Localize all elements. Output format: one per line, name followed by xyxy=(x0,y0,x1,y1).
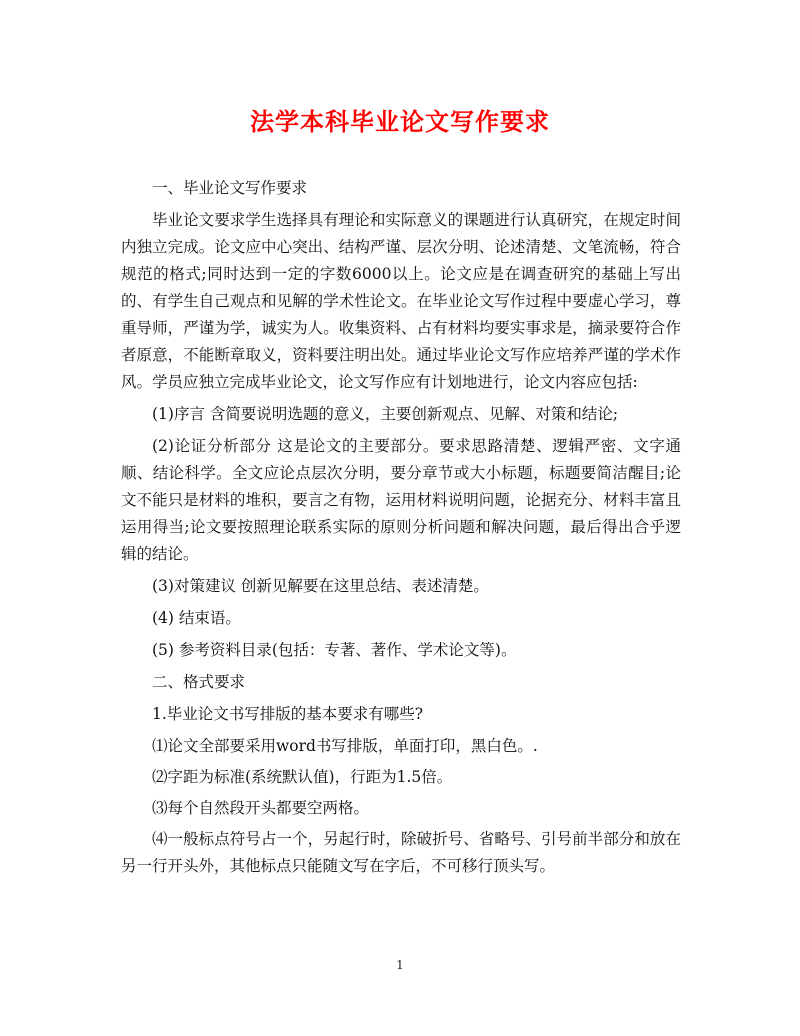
section-heading-2: 二、格式要求 xyxy=(152,673,246,691)
format-rule-3: ⑶每个自然段开头都要空两格。 xyxy=(152,799,370,817)
list-item-argument: (2)论证分析部分 这是论文的主要部分。要求思路清楚、逻辑严密、文字通顺、结论科学。全文应论点层次分明，要分章节或大小标题，标题要简洁醒目;论文不能只是材料的堆积，要言之有物，运用材料说明问题，论据充分、材料丰富且运用得当;论文要按照理论联系实际的原则分析问题和解决问题，最后得出合乎逻辑的结论。 xyxy=(121,437,681,563)
list-item-suggestions: (3)对策建议 创新见解要在这里总结、表述清楚。 xyxy=(152,577,489,595)
format-rule-1: ⑴论文全部要采用word书写排版，单面打印，黑白色。. xyxy=(152,737,538,755)
format-rule-4: ⑷一般标点符号占一个，另起行时，除破折号、省略号、引号前半部分和放在另一行开头外，其他标点只能随文写在字后，不可移行顶头写。 xyxy=(121,830,681,875)
list-item-preface: (1)序言 含简要说明选题的意义，主要创新观点、见解、对策和结论; xyxy=(152,405,619,423)
question-heading: 1.毕业论文书写排版的基本要求有哪些? xyxy=(152,705,424,723)
page-number: 1 xyxy=(396,958,404,972)
format-rule-2: ⑵字距为标准(系统默认值)，行距为1.5倍。 xyxy=(152,768,453,786)
paragraph-requirements: 毕业论文要求学生选择具有理论和实际意义的课题进行认真研究，在规定时间内独立完成。论文应中心突出、结构严谨、层次分明、论述清楚、文笔流畅，符合规范的格式;同时达到一定的字数6000以上。论文应是在调查研究的基础上写出的、有学生自己观点和见解的学术性论文。在毕业论文写作过程中要虚心学习，尊重导师，严谨为学，诚实为人。收集资料、占有材料均要实事求是，摘录要符合作者原意，不能断章取义，资料要注明出处。通过毕业论文写作应培养严谨的学术作风。学员应独立完成毕业论文，论文写作应有计划地进行，论文内容应包括: xyxy=(121,211,681,391)
list-item-conclusion: (4) 结束语。 xyxy=(152,609,241,627)
list-item-references: (5) 参考资料目录(包括：专著、著作、学术论文等)。 xyxy=(152,641,517,659)
section-heading-1: 一、毕业论文写作要求 xyxy=(152,179,308,197)
document-title: 法学本科毕业论文写作要求 xyxy=(250,108,550,136)
document-body xyxy=(121,175,681,884)
